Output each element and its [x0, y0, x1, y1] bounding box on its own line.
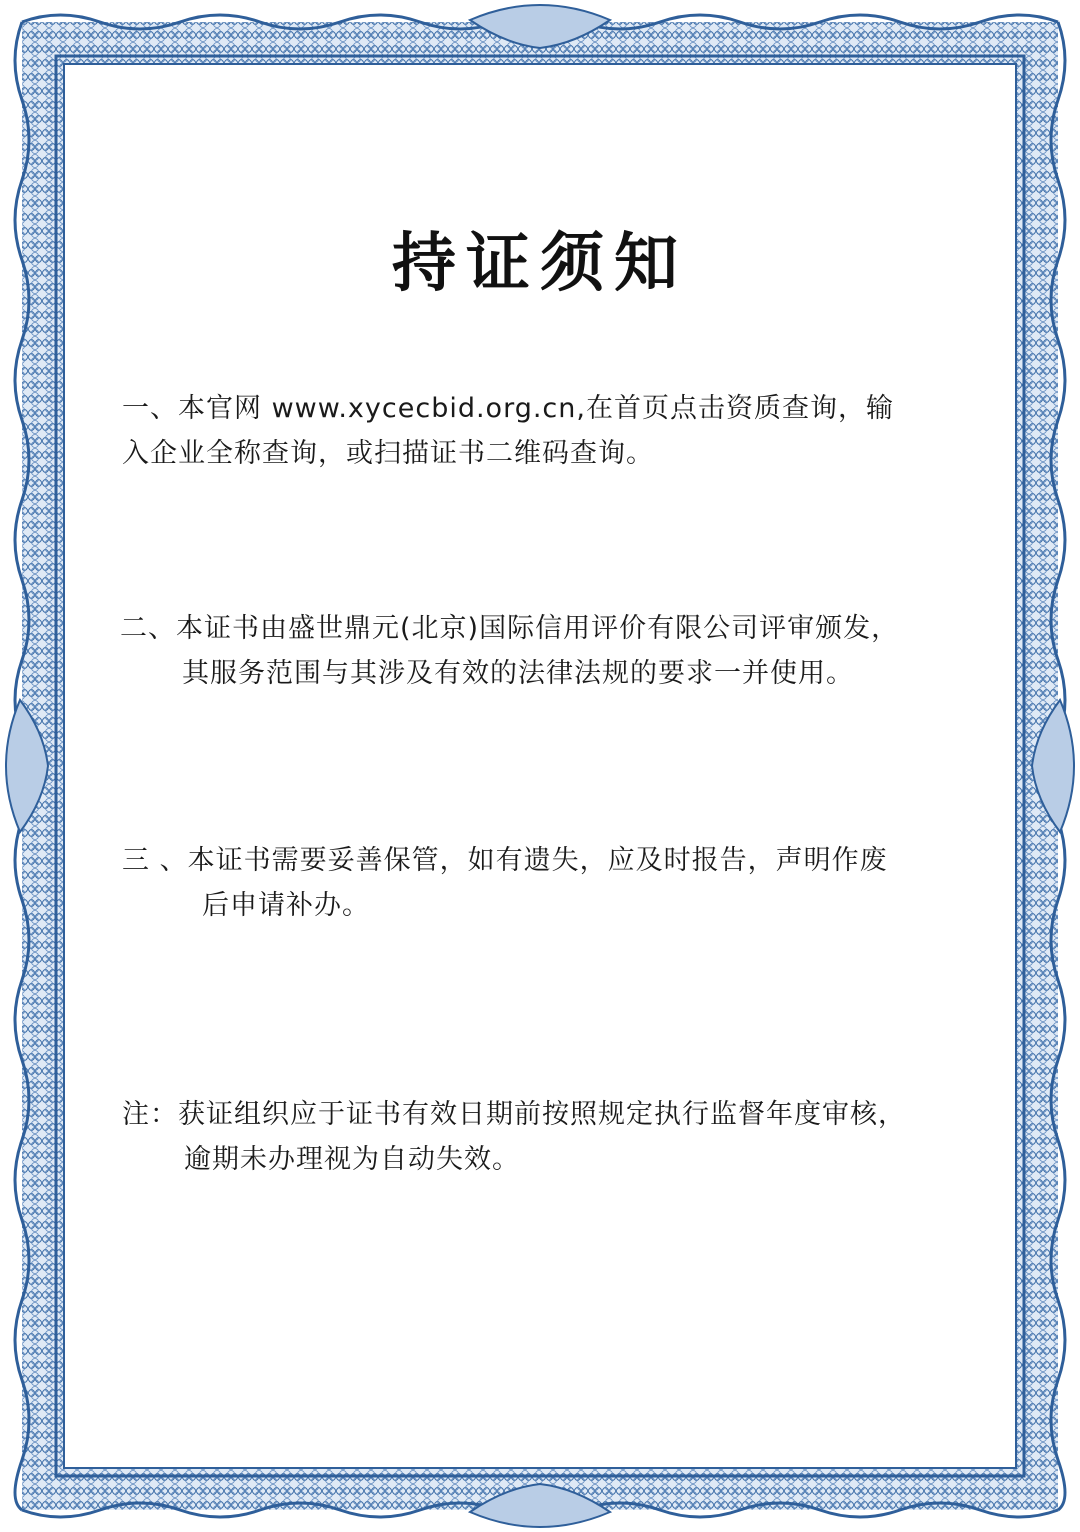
page-title: 持证须知 [392, 227, 688, 301]
notice-item-3-line-1: 三 、本证书需要妥善保管，如有遗失，应及时报告，声明作废 [122, 845, 888, 876]
notice-note-line-2: 逾期未办理视为自动失效。 [184, 1144, 520, 1175]
notice-item-2-line-2: 其服务范围与其涉及有效的法律法规的要求一并使用。 [182, 658, 854, 689]
notice-note-line-1: 注：获证组织应于证书有效日期前按照规定执行监督年度审核， [122, 1099, 906, 1130]
notice-item-1 [122, 386, 894, 476]
notice-item-3-line-2: 后申请补办。 [202, 890, 370, 921]
notice-item-2-line-1: 二、本证书由盛世鼎元(北京)国际信用评价有限公司评审颁发， [120, 613, 900, 644]
notice-item-3 [122, 838, 888, 928]
notice-item-1-line-2: 入企业全称查询，或扫描证书二维码查询。 [122, 438, 654, 469]
notice-item-1-line-1: 一、本官网 www.xycecbid.org.cn,在首页点击资质查询，输 [122, 393, 894, 424]
notice-item-2 [120, 606, 899, 696]
notice-note [122, 1092, 906, 1182]
